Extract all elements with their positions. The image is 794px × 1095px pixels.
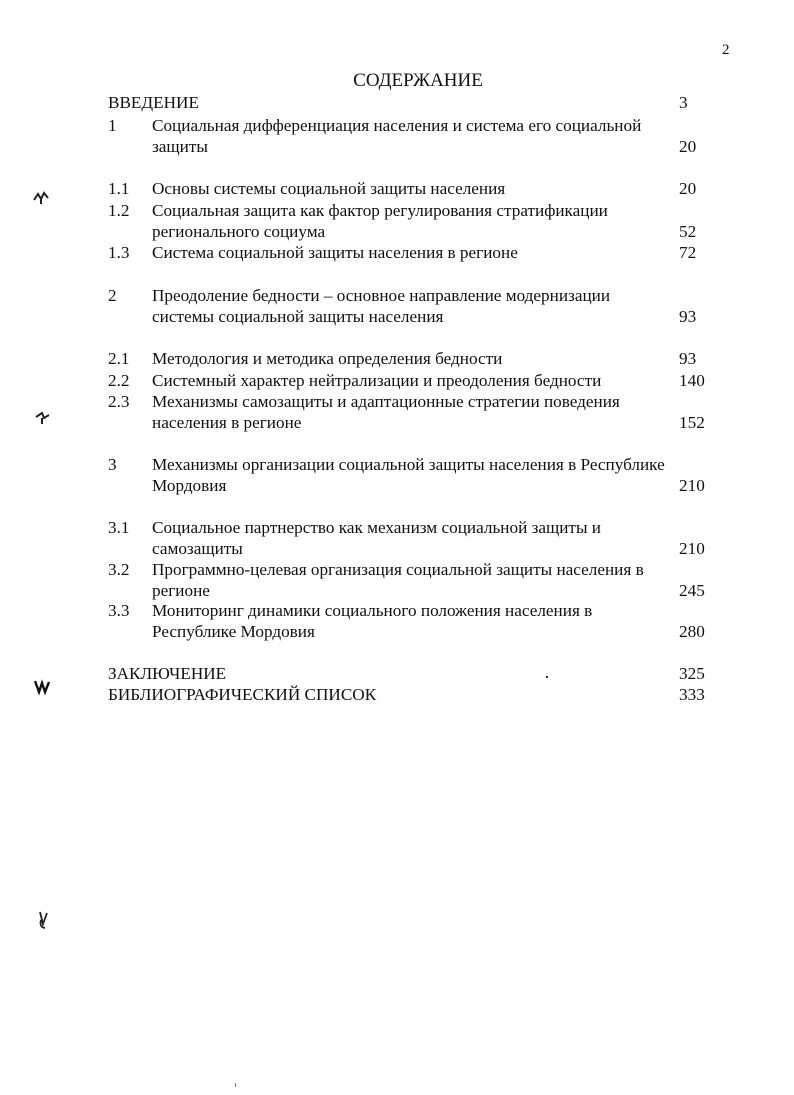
scan-artifact-mark (34, 410, 52, 426)
toc-entry-number: 2.3 (108, 392, 130, 411)
toc-entry-page: 245 (679, 581, 705, 600)
toc-entry-page: 20 (679, 179, 697, 198)
toc-entry-page: 72 (679, 243, 697, 262)
toc-entry-number: 1.1 (108, 179, 130, 198)
toc-entry-number: 3 (108, 455, 117, 474)
toc-entry-text: ЗАКЛЮЧЕНИЕ (108, 664, 227, 683)
scan-speck (235, 1083, 236, 1087)
toc-entry-page: 3 (679, 93, 688, 112)
toc-entry-text: Системный характер нейтрализации и преодоления бедности (152, 371, 602, 390)
scan-artifact-mark (32, 190, 52, 206)
toc-entry-text: Методология и методика определения бедности (152, 349, 503, 368)
toc-entry-page: 20 (679, 137, 697, 156)
toc-entry-number: 3.2 (108, 560, 130, 579)
toc-entry-page: 52 (679, 222, 697, 241)
toc-entry-text: ВВЕДЕНИЕ (108, 93, 199, 112)
toc-entry-page: 210 (679, 539, 705, 558)
toc-entry-page: 325 (679, 664, 705, 683)
page-number: 2 (722, 42, 730, 58)
toc-entry-text: Механизмы организации социальной защиты населения в Республике Мордовия (152, 455, 665, 495)
toc-entry-text: Социальная дифференциация населения и система его социальной защиты (152, 116, 642, 156)
page-title: СОДЕРЖАНИЕ (353, 70, 483, 91)
toc-entry-page: 93 (679, 349, 697, 368)
toc-entry-page: 93 (679, 307, 697, 326)
toc-entry-page: 280 (679, 622, 705, 641)
toc-entry-number: 3.3 (108, 601, 130, 620)
toc-entry-number: 1.3 (108, 243, 130, 262)
toc-entry-text: Программно-целевая организация социальной защиты населения в регионе (152, 560, 644, 600)
toc-entry-number: 2.1 (108, 349, 130, 368)
toc-entry-number: 1.2 (108, 201, 130, 220)
scan-artifact-mark (37, 910, 51, 930)
toc-entry-page: 210 (679, 476, 705, 495)
scan-speck (546, 676, 548, 678)
toc-entry-number: 2 (108, 286, 117, 305)
toc-entry-text: Механизмы самозащиты и адаптационные стратегии поведения населения в регионе (152, 392, 620, 432)
toc-entry-number: 1 (108, 116, 117, 135)
toc-entry-page: 333 (679, 685, 705, 704)
toc-entry-text: Социальная защита как фактор регулирования стратификации регионального социума (152, 201, 608, 241)
toc-entry-text: Социальное партнерство как механизм социальной защиты и самозащиты (152, 518, 601, 558)
toc-entry-page: 140 (679, 371, 705, 390)
toc-entry-text: Система социальной защиты населения в регионе (152, 243, 518, 262)
toc-entry-text: Мониторинг динамики социального положения населения в Республике Мордовия (152, 601, 593, 641)
toc-entry-text: Преодоление бедности – основное направление модернизации системы социальной защиты населения (152, 286, 611, 326)
toc-entry-number: 2.2 (108, 371, 130, 390)
scan-artifact-mark (33, 678, 51, 696)
toc-entry-text: БИБЛИОГРАФИЧЕСКИЙ СПИСОК (108, 685, 377, 704)
toc-entry-text: Основы системы социальной защиты населения (152, 179, 506, 198)
toc-entry-page: 152 (679, 413, 705, 432)
toc-entry-number: 3.1 (108, 518, 130, 537)
